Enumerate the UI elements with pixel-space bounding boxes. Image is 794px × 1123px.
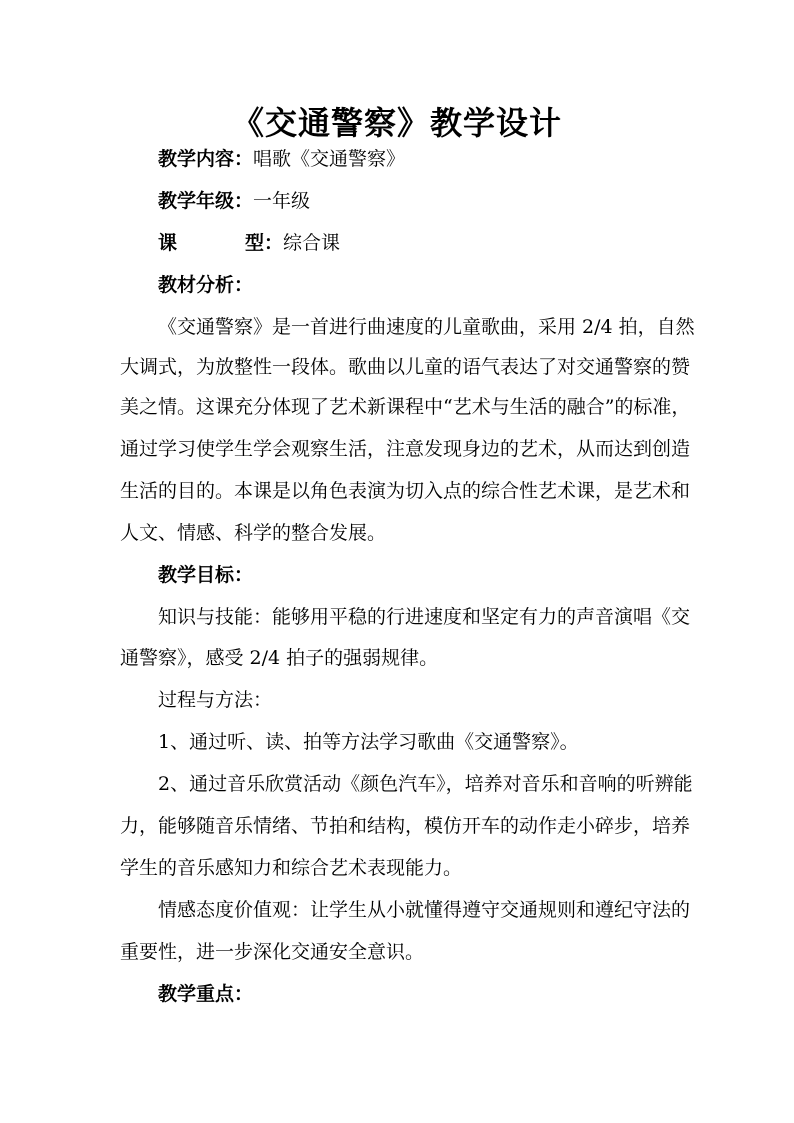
field-label: 教学内容：: [158, 148, 254, 170]
field-teaching-grade: [158, 187, 310, 215]
process-item-line: 学生的音乐感知力和综合艺术表现能力。: [120, 857, 463, 879]
knowledge-line: 通警察》，感受 2/4 拍子的强弱规律。: [120, 647, 439, 669]
analysis-line: 大调式，为放整性一段体。歌曲以儿童的语气表达了对交通警察的赞: [120, 356, 691, 378]
knowledge-line: 知识与技能：能够用平稳的行进速度和坚定有力的声音演唱《交: [158, 606, 691, 628]
section-heading-key-points: 教学重点：: [158, 983, 254, 1005]
analysis-line: 《交通警察》是一首进行曲速度的儿童歌曲，采用 2/4 拍，自然: [158, 316, 695, 338]
process-item-line: 力，能够随音乐情绪、节拍和结构，模仿开车的动作走小碎步，培养: [120, 815, 691, 837]
section-heading-goals: 教学目标：: [158, 564, 254, 586]
process-item-line: 2、通过音乐欣赏活动《颜色汽车》，培养对音乐和音响的听辨能: [158, 773, 693, 795]
emotion-line: 情感态度价值观：让学生从小就懂得遵守交通规则和遵纪守法的: [158, 899, 691, 921]
emotion-line: 重要性，进一步深化交通安全意识。: [120, 941, 425, 963]
field-teaching-content: [158, 145, 405, 173]
field-label-part2: 型：: [245, 232, 284, 254]
section-heading-analysis: 教材分析：: [158, 274, 254, 296]
analysis-line: 人文、情感、科学的整合发展。: [120, 522, 387, 544]
process-heading: 过程与方法：: [158, 689, 273, 711]
analysis-line: 生活的目的。本课是以角色表演为切入点的综合性艺术课，是艺术和: [120, 480, 691, 502]
analysis-line: 美之情。这课充分体现了艺术新课程中“艺术与生活的融合”的标准，: [120, 396, 691, 418]
field-course-type: [158, 229, 340, 257]
field-label-part1: 课: [158, 232, 178, 254]
field-value: 一年级: [253, 190, 311, 212]
field-value: 综合课: [283, 232, 341, 254]
field-label: 教学年级：: [158, 190, 254, 212]
analysis-line: 通过学习使学生学会观察生活，注意发现身边的艺术，从而达到创造: [120, 438, 691, 460]
document-title: 《交通警察》教学设计: [231, 104, 562, 142]
process-item: 1、通过听、读、拍等方法学习歌曲《交通警察》。: [158, 731, 579, 753]
field-value: 唱歌《交通警察》: [253, 148, 406, 170]
